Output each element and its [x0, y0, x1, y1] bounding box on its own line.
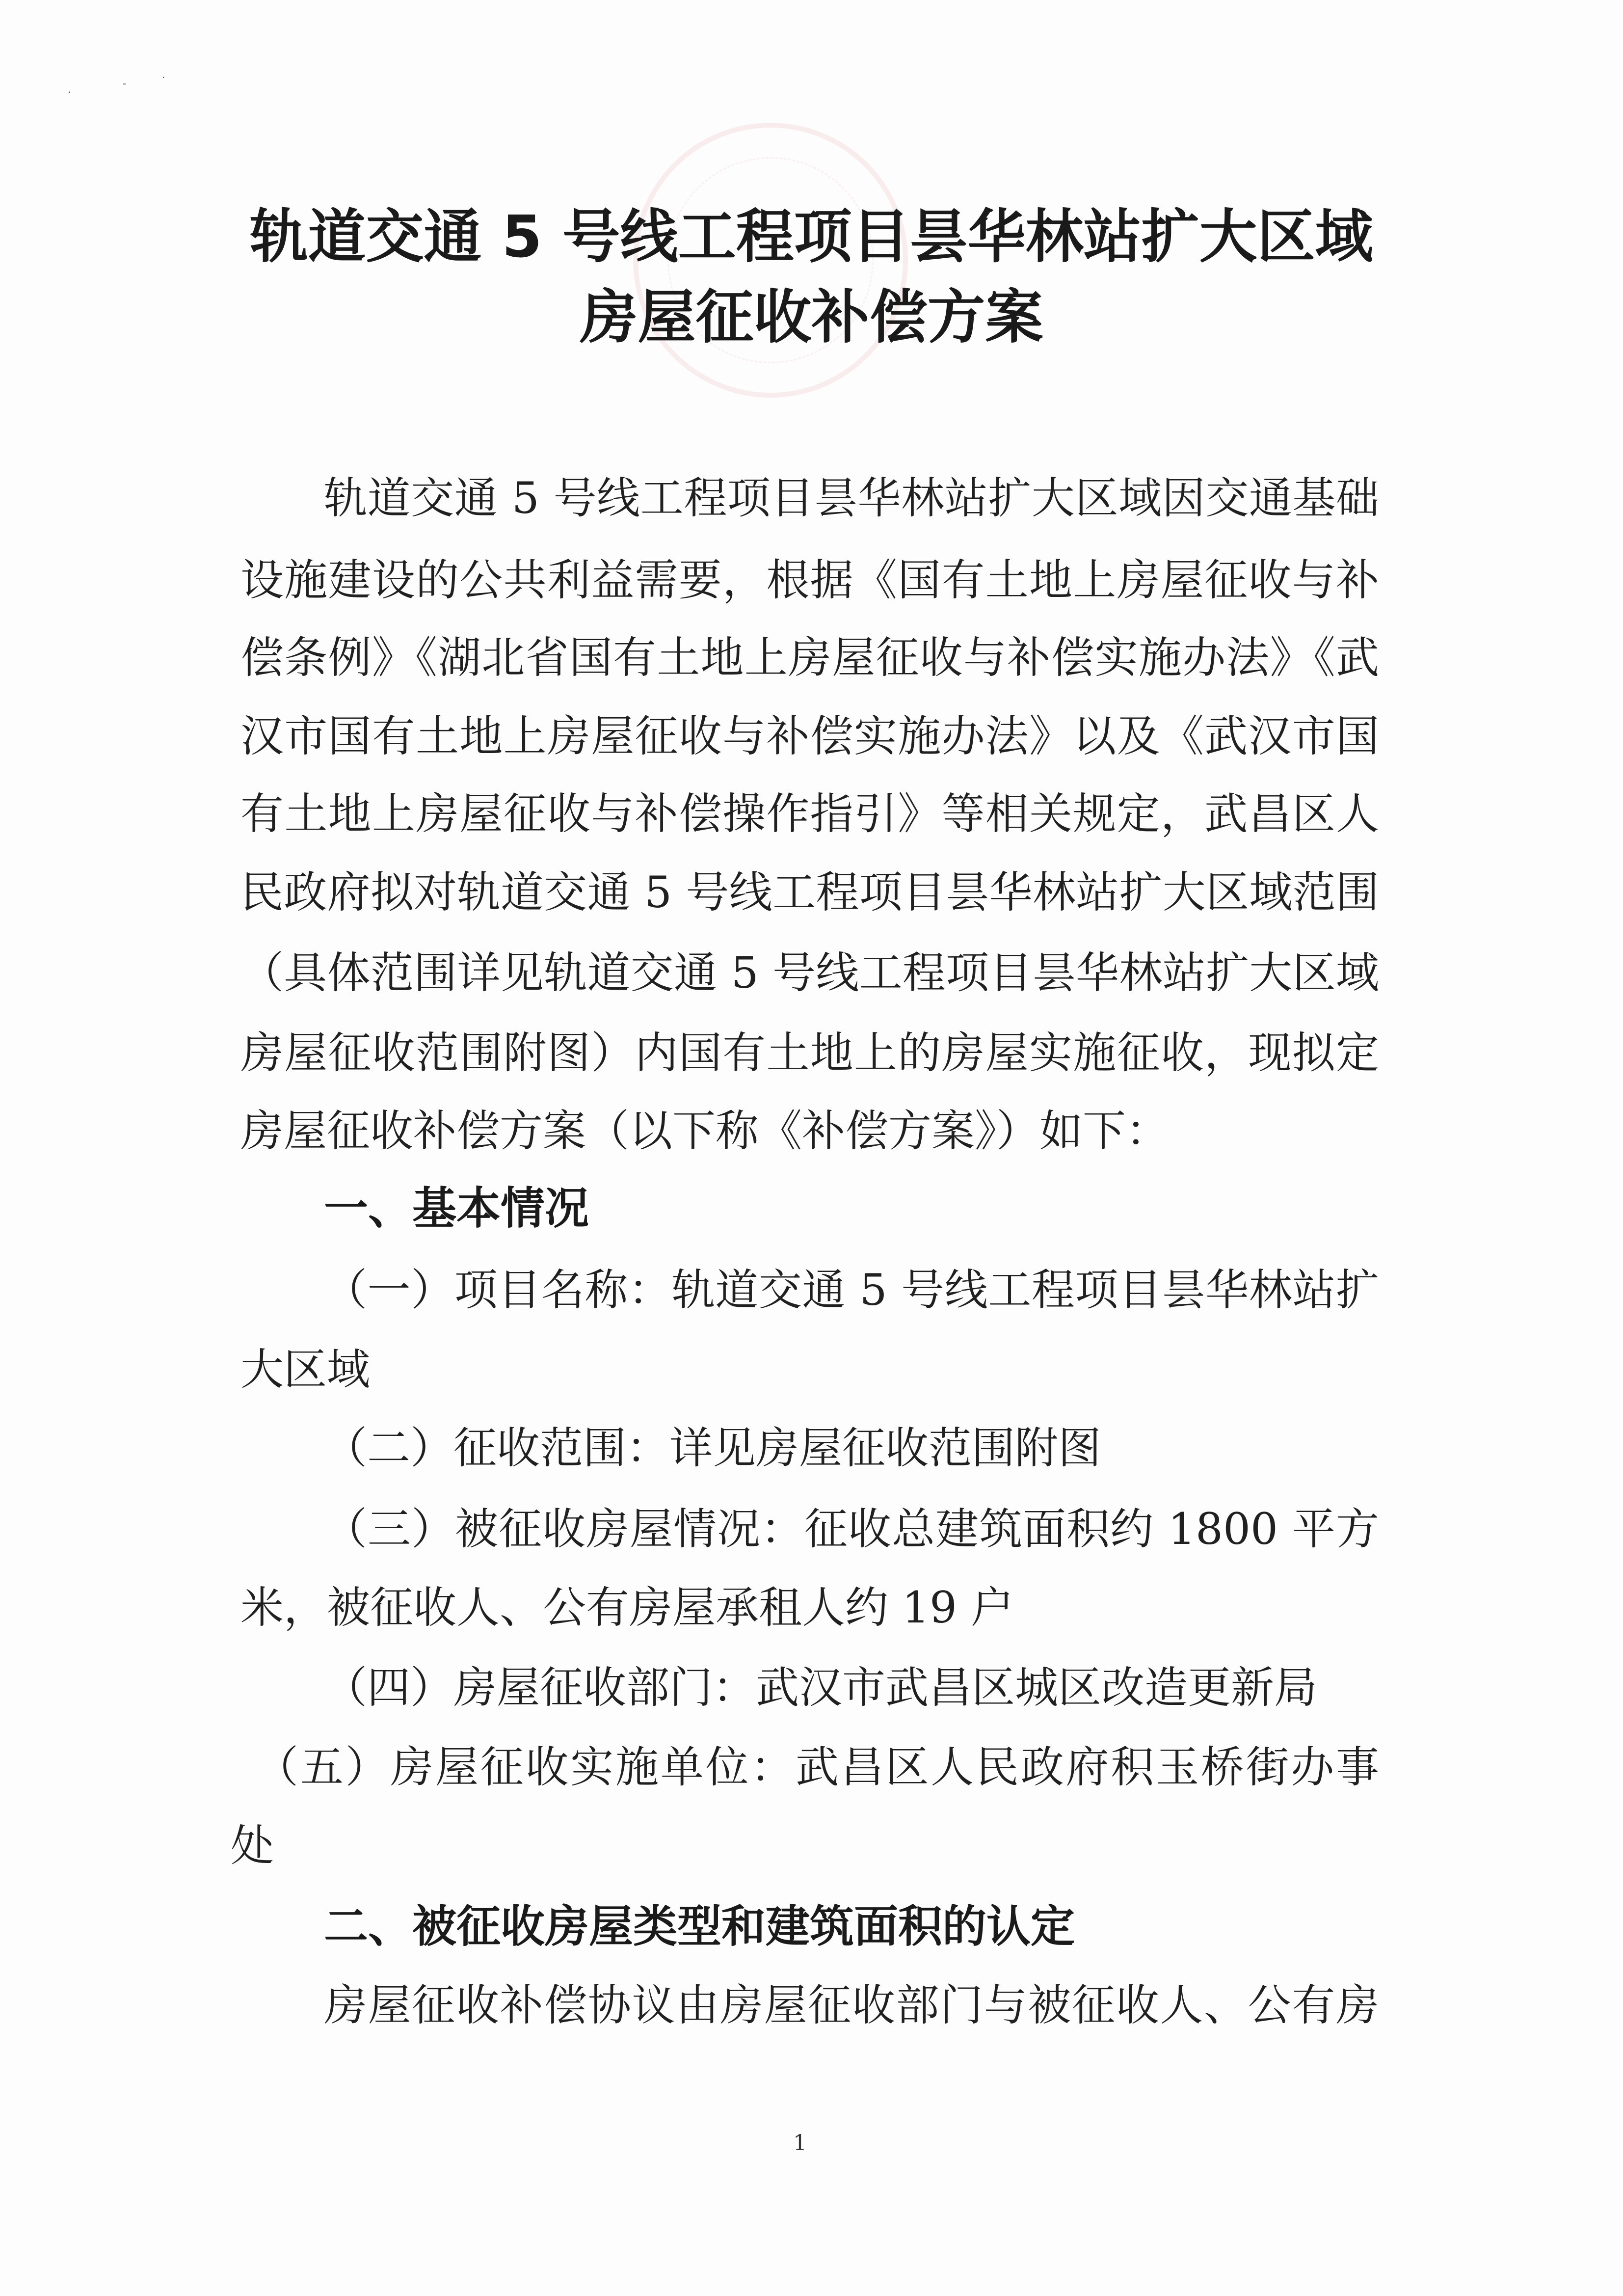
item-5-line-1: （五）房屋征收实施单位：武昌区人民政府积玉桥街办事	[255, 1742, 1379, 1792]
intro-line-8: 房屋征收范围附图）内国有土地上的房屋实施征收，现拟定	[240, 1027, 1379, 1078]
scan-speck: -	[123, 78, 127, 89]
intro-line-4: 汉市国有土地上房屋征收与补偿实施办法》以及《武汉市国	[240, 711, 1379, 761]
item-5-line-2: 处	[231, 1820, 274, 1871]
intro-line-5: 有土地上房屋征收与补偿操作指引》等相关规定，武昌区人	[240, 788, 1379, 839]
intro-line-7: （具体范围详见轨道交通 5 号线工程项目昙华林站扩大区域	[240, 947, 1379, 998]
intro-line-9: 房屋征收补偿方案（以下称《补偿方案》）如下：	[240, 1106, 1170, 1156]
item-1-line-2: 大区域	[240, 1344, 371, 1395]
document-title-line-2: 房屋征收补偿方案	[580, 283, 1043, 351]
item-2: （二）征收范围：详见房屋征收范围附图	[324, 1423, 1102, 1473]
intro-line-6: 民政府拟对轨道交通 5 号线工程项目昙华林站扩大区域范围	[240, 867, 1379, 918]
section-1-heading: 一、基本情况	[324, 1183, 589, 1234]
page-number: 1	[793, 2131, 807, 2156]
intro-line-3: 偿条例》《湖北省国有土地上房屋征收与补偿实施办法》《武	[240, 632, 1379, 683]
item-3-line-1: （三）被征收房屋情况：征收总建筑面积约 1800 平方	[324, 1504, 1379, 1554]
scan-speck: ·	[162, 72, 165, 83]
intro-line-2: 设施建设的公共利益需要，根据《国有土地上房屋征收与补	[240, 555, 1379, 605]
item-1-line-1: （一）项目名称：轨道交通 5 号线工程项目昙华林站扩	[324, 1265, 1379, 1315]
intro-line-1: 轨道交通 5 号线工程项目昙华林站扩大区域因交通基础	[324, 473, 1379, 523]
item-3-line-2: 米，被征收人、公有房屋承租人约 19 户	[240, 1582, 1014, 1633]
scan-speck: ·	[68, 86, 71, 98]
document-title-line-1: 轨道交通 5 号线工程项目昙华林站扩大区域	[250, 203, 1373, 270]
section-2-heading: 二、被征收房屋类型和建筑面积的认定	[324, 1901, 1075, 1952]
section-2-line-1: 房屋征收补偿协议由房屋征收部门与被征收人、公有房	[324, 1980, 1379, 2030]
item-4: （四）房屋征收部门：武汉市武昌区城区改造更新局	[324, 1662, 1318, 1713]
